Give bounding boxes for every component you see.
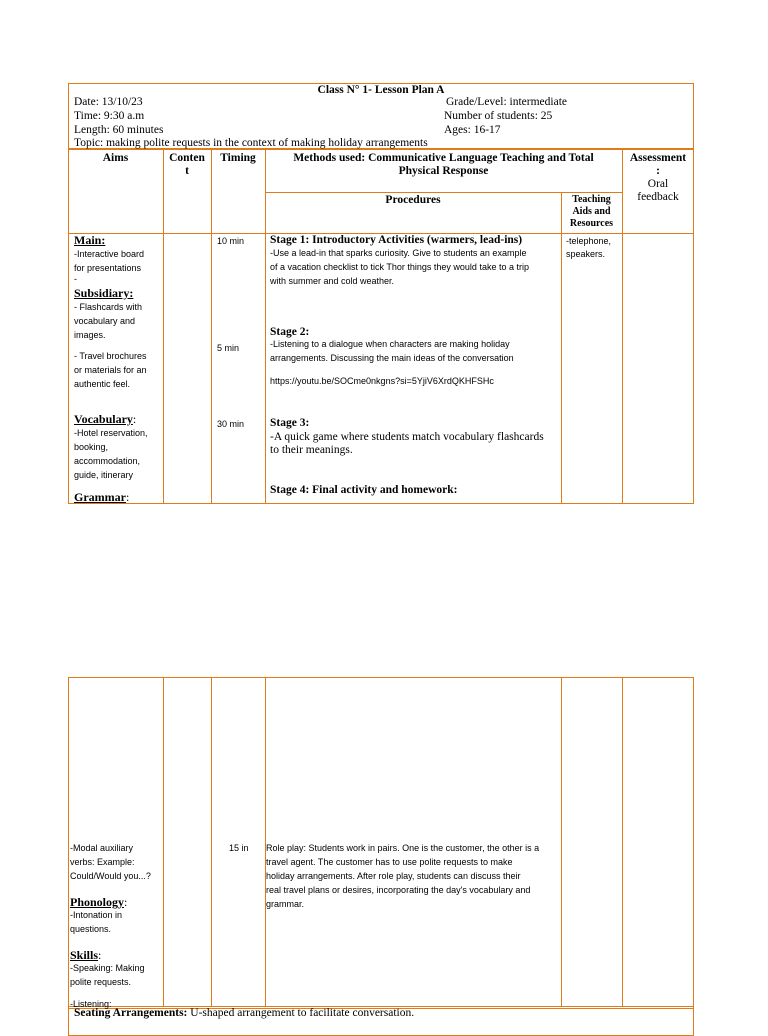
timing-2: 5 min	[217, 343, 240, 353]
roleplay-2: travel agent. The customer has to use polite requests to make	[266, 857, 513, 867]
stage-1-line-2: of a vacation checklist to tick Thor things they would take to a trip	[270, 262, 529, 272]
aims-voc-1: -Hotel reservation,	[74, 428, 148, 438]
stage-3-line-2: to their meanings.	[270, 444, 353, 456]
col-content: Conten	[169, 152, 205, 164]
skills-1: -Speaking: Making	[70, 963, 145, 973]
skills-3: -Listening:	[70, 999, 112, 1009]
aims-voc-3: accommodation,	[74, 456, 141, 466]
vocabulary-label: Vocabulary	[74, 412, 133, 426]
grammar-label: Grammar	[74, 490, 126, 504]
modal-1: -Modal auxiliary	[70, 843, 134, 853]
aims-sub-2: vocabulary and	[74, 316, 136, 326]
stage-3-line-1: -A quick game where students match vocabulary flashcards	[270, 431, 544, 443]
grade-field: Grade/Level: intermediate	[446, 96, 568, 108]
resources-1: -telephone,	[566, 236, 612, 246]
phonology-1: -Intonation in	[70, 910, 123, 920]
modal-3: Could/Would you...?	[70, 871, 151, 881]
vocabulary-heading	[74, 413, 136, 426]
main-label: Main:	[74, 233, 106, 247]
col-teaching-2: Aids and	[572, 206, 611, 217]
skills-2: polite requests.	[70, 977, 132, 987]
roleplay-5: grammar.	[266, 899, 305, 909]
stage-4-title: Stage 4: Final activity and homework:	[270, 484, 458, 496]
stage-2-line-2: arrangements. Discussing the main ideas of the conversation	[270, 353, 514, 363]
col-teaching-aids	[561, 194, 622, 230]
aims-main-3: -	[74, 274, 77, 284]
seating-arrangements	[74, 1007, 414, 1020]
topic-field: Topic: making polite requests in the context of making holiday arrangements	[74, 137, 428, 149]
col-aims: Aims	[102, 152, 129, 164]
aims-sub-1: - Flashcards with	[74, 302, 143, 312]
length-field: Length: 60 minutes	[74, 124, 164, 136]
stage-3-title: Stage 3:	[270, 417, 310, 429]
modal-2: verbs: Example:	[70, 857, 135, 867]
stage-2-line-1: -Listening to a dialogue when characters are making holiday	[270, 339, 510, 349]
roleplay-3: holiday arrangements. After role play, students can discuss their	[266, 871, 521, 881]
aims-main-1: -Interactive board	[74, 249, 145, 259]
col-procedures: Procedures	[385, 194, 441, 206]
skills-label: Skills	[70, 948, 99, 962]
students-field: Number of students: 25	[444, 110, 553, 122]
roleplay-4: real travel plans or desires, incorporating the day's vocabulary and	[266, 885, 531, 895]
stage-2-video-link[interactable]: https://youtu.be/SOCme0nkgns?si=5YjiV6XrdQKHFSHc	[270, 376, 494, 386]
col-methods: Methods used: Communicative Language Teaching and Total	[293, 152, 594, 164]
assessment-3: Oral	[647, 178, 669, 190]
aims-sub-5: or materials for an	[74, 365, 147, 375]
resources-2: speakers.	[566, 249, 606, 259]
aims-sub-6: authentic feel.	[74, 379, 131, 389]
ages-field: Ages: 16-17	[444, 124, 501, 136]
col-teaching-1: Teaching	[572, 194, 611, 205]
seating-text: U-shaped arrangement to facilitate conversation.	[187, 1007, 415, 1019]
timing-3: 30 min	[217, 419, 245, 429]
assessment-4: feedback	[637, 191, 679, 203]
roleplay-1: Role play: Students work in pairs. One is the customer, the other is a	[266, 843, 540, 853]
aims-voc-4: guide, itinerary	[74, 470, 134, 480]
vocabulary-colon: :	[132, 412, 137, 426]
stage-1-line-3: with summer and cold weather.	[270, 276, 395, 286]
aims-sub-3: images.	[74, 330, 106, 340]
col-teaching-3: Resources	[569, 218, 614, 229]
col-timing: Timing	[220, 152, 256, 164]
subsidiary-label: Subsidiary:	[74, 286, 134, 300]
time-field: Time: 9:30 a.m	[74, 110, 145, 122]
seating-label: Seating Arrangements:	[74, 1007, 188, 1019]
col-methods-2: Physical Response	[398, 165, 489, 177]
col-content-2: t	[185, 165, 189, 177]
grammar-colon: :	[125, 490, 130, 504]
date-field: Date: 13/10/23	[74, 96, 143, 108]
phonology-colon: :	[124, 895, 128, 909]
stage-2-title: Stage 2:	[270, 326, 310, 338]
phonology-label: Phonology	[70, 895, 125, 909]
col-assessment	[622, 152, 694, 204]
page-title: Class N° 1- Lesson Plan A	[317, 84, 445, 96]
assessment-2: :	[656, 165, 660, 177]
grammar-heading	[74, 491, 129, 504]
aims-sub-4: - Travel brochures	[74, 351, 147, 361]
aims-voc-2: booking,	[74, 442, 109, 452]
stage-1-line-1: -Use a lead-in that sparks curiosity. Give to students an example	[270, 248, 527, 258]
timing-4: 15 in	[229, 843, 249, 853]
stage-1-title: Stage 1: Introductory Activities (warmers, lead-ins)	[270, 234, 523, 246]
aims-main-2: for presentations	[74, 263, 142, 273]
timing-1: 10 min	[217, 236, 245, 246]
phonology-2: questions.	[70, 924, 112, 934]
assessment-1: Assessment	[629, 152, 687, 164]
skills-colon: :	[98, 948, 102, 962]
